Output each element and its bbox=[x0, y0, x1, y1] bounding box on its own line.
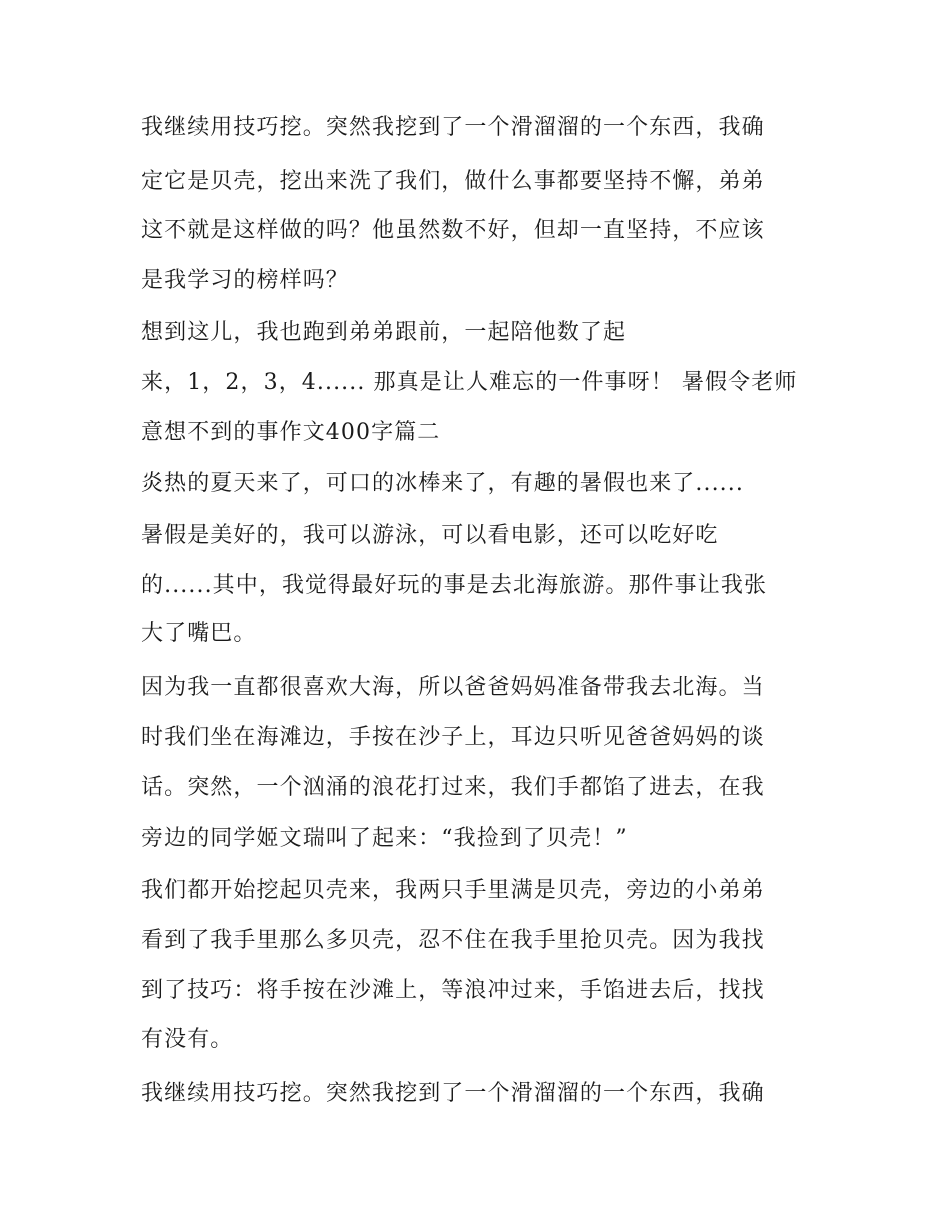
text-line: 意想不到的事作文400字篇二 bbox=[141, 420, 441, 445]
text-line: 炎热的夏天来了，可口的冰棒来了，有趣的暑假也来了...... bbox=[141, 471, 744, 496]
text-line: 因为我一直都很喜欢大海，所以爸爸妈妈准备带我去北海。当 bbox=[141, 675, 765, 700]
text-line: 话。突然，一个汹涌的浪花打过来，我们手都馅了进去，在我 bbox=[141, 775, 765, 800]
text-line: 我继续用技巧挖。突然我挖到了一个滑溜溜的一个东西，我确 bbox=[141, 1081, 765, 1106]
text-line: 时我们坐在海滩边，手按在沙子上，耳边只听见爸爸妈妈的谈 bbox=[141, 725, 765, 750]
text-line: 旁边的同学姬文瑞叫了起来：“我捡到了贝壳！” bbox=[141, 826, 628, 851]
text-line: 我继续用技巧挖。突然我挖到了一个滑溜溜的一个东西，我确 bbox=[141, 115, 765, 140]
text-line: 是我学习的榜样吗？ bbox=[141, 268, 349, 293]
text-line: 我们都开始挖起贝壳来，我两只手里满是贝壳，旁边的小弟弟 bbox=[141, 878, 765, 903]
text-line: 暑假是美好的，我可以游泳，可以看电影，还可以吃好吃 bbox=[141, 523, 719, 548]
text-line: 定它是贝壳，挖出来洗了我们，做什么事都要坚持不懈，弟弟 bbox=[141, 169, 765, 194]
text-line: 来，1，2，3，4...... 那真是让人难忘的一件事呀！ 暑假令老师 bbox=[141, 370, 798, 395]
text-line: 大了嘴巴。 bbox=[141, 621, 257, 646]
text-line: 这不就是这样做的吗？他虽然数不好，但却一直坚持，不应该 bbox=[141, 218, 765, 243]
text-line: 的......其中，我觉得最好玩的事是去北海旅游。那件事让我张 bbox=[141, 573, 768, 598]
text-line: 看到了我手里那么多贝壳，忍不住在我手里抢贝壳。因为我找 bbox=[141, 928, 765, 953]
text-line: 想到这儿，我也跑到弟弟跟前，一起陪他数了起 bbox=[141, 320, 627, 345]
text-line: 有没有。 bbox=[141, 1027, 234, 1052]
text-line: 到了技巧：将手按在沙滩上，等浪冲过来，手馅进去后，找找 bbox=[141, 978, 765, 1003]
